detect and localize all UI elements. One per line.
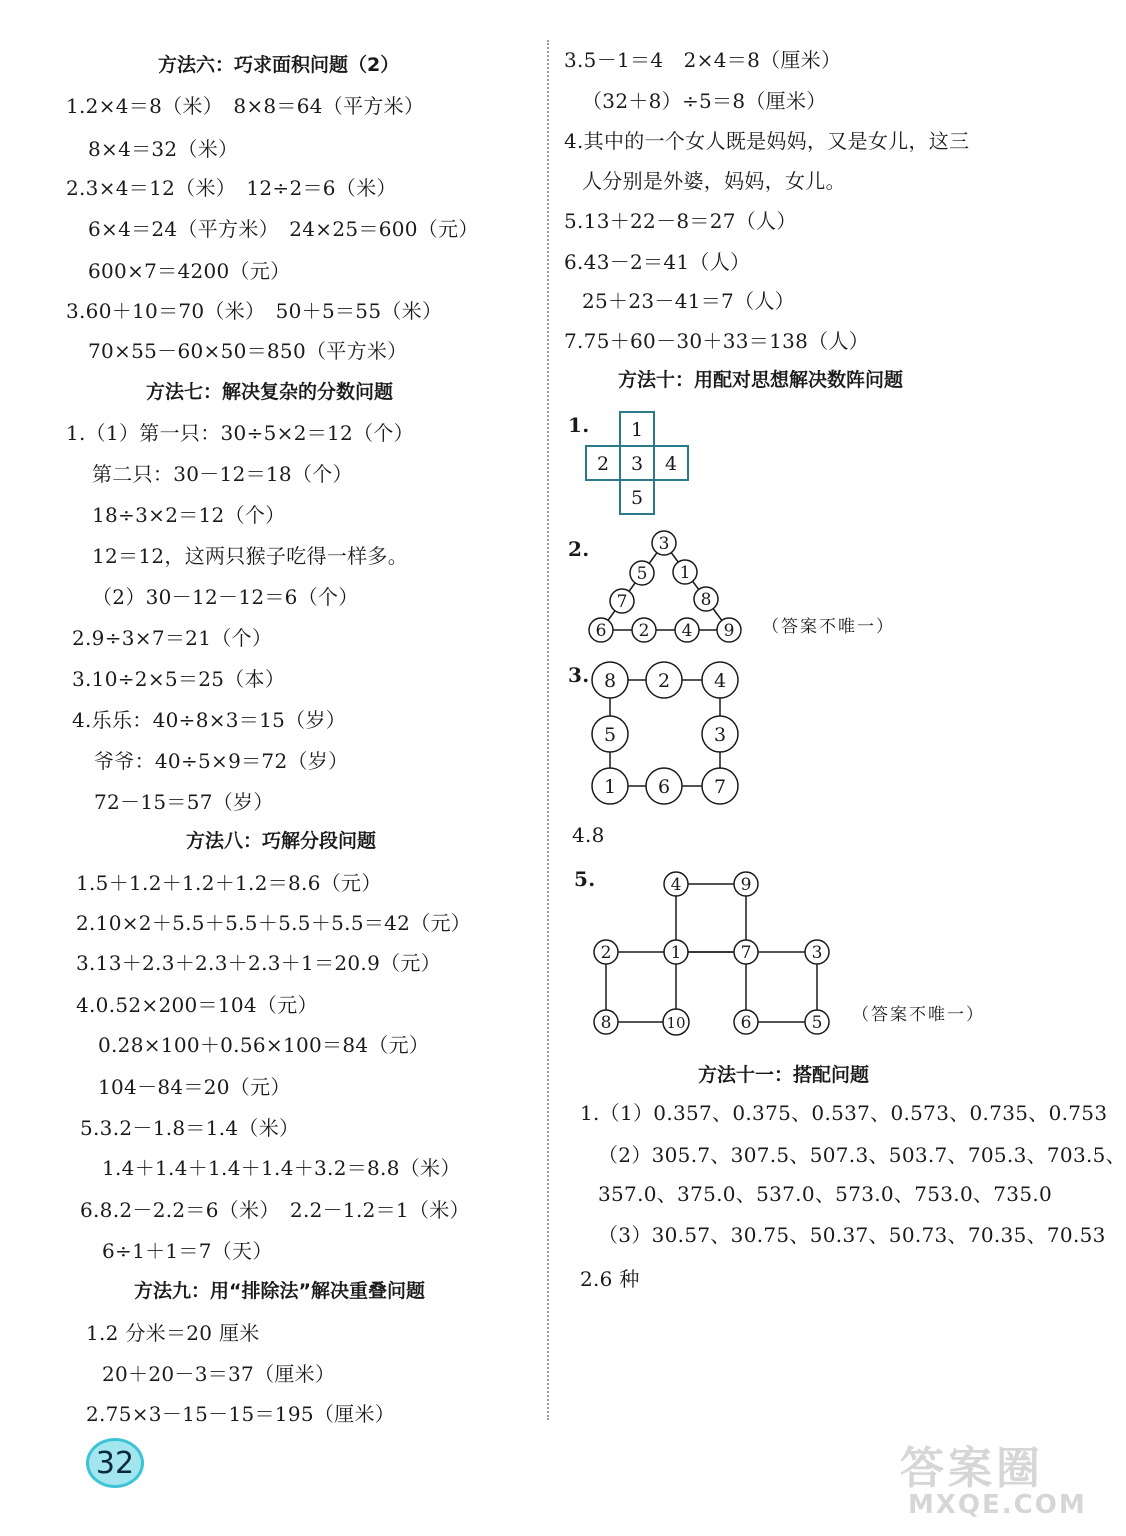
answer-line: 25＋23－41＝7（人） (582, 289, 795, 313)
answer-line: 70×55－60×50＝850（平方米） (88, 339, 408, 363)
answer-line: 3.60＋10＝70（米） 50＋5＝55（米） (66, 299, 443, 323)
answer-line: 357.0、375.0、537.0、573.0、753.0、735.0 (598, 1182, 1053, 1206)
answer-line: 6÷1＋1＝7（天） (102, 1239, 273, 1263)
triangle-node-value: 5 (636, 564, 648, 584)
watermark-url: MXQE.COM (908, 1490, 1087, 1520)
answer-line: 72－15＝57（岁） (94, 790, 274, 814)
column-divider (547, 40, 549, 1420)
squares-node-value: 1 (670, 943, 682, 963)
squares-number-figure (588, 866, 838, 1042)
section-8-title: 方法八：巧解分段问题 (186, 830, 377, 852)
answer-line: 爷爷：40÷5×9＝72（岁） (94, 749, 349, 773)
answer-line: 4.其中的一个女人既是妈妈，又是女儿，这三 (564, 129, 970, 153)
answer-line: 2.3×4＝12（米） 12÷2＝6（米） (66, 176, 397, 200)
question-3-label: 3. (568, 663, 590, 687)
squares-node-value: 9 (740, 875, 752, 895)
triangle-node-value: 6 (595, 621, 607, 641)
answer-line: 7.75＋60－30＋33＝138（人） (564, 329, 870, 353)
answer-line: 2.9÷3×7＝21（个） (72, 626, 273, 650)
square-node-value: 3 (713, 724, 727, 746)
answer-line: 12＝12，这两只猴子吃得一样多。 (92, 544, 408, 568)
triangle-number-figure (582, 526, 752, 648)
answer-line: 1.2 分米＝20 厘米 (86, 1321, 260, 1345)
square-node-value: 4 (713, 670, 727, 692)
answer-line: 6.8.2－2.2＝6（米） 2.2－1.2＝1（米） (80, 1198, 470, 1222)
square-node-value: 6 (657, 776, 671, 798)
answer-line: 6.43－2＝41（人） (564, 250, 751, 274)
square-node-value: 5 (603, 724, 617, 746)
triangle-node-value: 7 (616, 592, 628, 612)
triangle-node-value: 8 (700, 590, 712, 610)
triangle-edges (601, 543, 729, 630)
answer-not-unique-note: （答案不唯一） (762, 617, 895, 637)
section-9-title: 方法九：用“排除法”解决重叠问题 (134, 1280, 425, 1302)
triangle-node-value: 4 (681, 621, 693, 641)
triangle-node-value: 3 (658, 534, 670, 554)
answer-line: 1.2×4＝8（米） 8×8＝64（平方米） (66, 94, 425, 118)
answer-line: 104－84＝20（元） (98, 1075, 291, 1099)
cross-number-figure (582, 408, 692, 518)
answer-line: 3.10÷2×5＝25（本） (72, 667, 286, 691)
cross-cell-right: 4 (664, 453, 678, 475)
section-10-title: 方法十：用配对思想解决数阵问题 (618, 369, 904, 391)
square-node-value: 8 (603, 670, 617, 692)
section-11-title: 方法十一：搭配问题 (698, 1064, 870, 1086)
answer-line: （2）30－12－12＝6（个） (92, 585, 359, 609)
answer-line: 0.28×100＋0.56×100＝84（元） (98, 1033, 430, 1057)
watermark-text: 答案圈 (900, 1443, 1044, 1494)
question-2-label: 2. (568, 537, 590, 561)
squares-node-value: 3 (811, 943, 823, 963)
squares-node-value: 2 (600, 943, 612, 963)
square-node-value: 7 (713, 776, 727, 798)
answer-line: （2）305.7、307.5、507.3、503.7、705.3、703.5、 (598, 1143, 1126, 1167)
answer-line: 6×4＝24（平方米） 24×25＝600（元） (88, 217, 479, 241)
square-number-figure (588, 658, 744, 808)
square-node-value: 2 (657, 670, 671, 692)
page-number-badge: 32 (86, 1438, 144, 1488)
answer-line: 4.乐乐：40÷8×3＝15（岁） (72, 708, 347, 732)
cross-cell-top: 1 (630, 419, 644, 441)
answer-line: 第二只：30－12＝18（个） (92, 462, 353, 486)
answer-line: 5.13＋22－8＝27（人） (564, 209, 797, 233)
question-1-label: 1. (568, 413, 590, 437)
answer-line: 1.5＋1.2＋1.2＋1.2＝8.6（元） (76, 871, 382, 895)
answer-line: 4.8 (572, 823, 605, 847)
squares-node-value: 7 (740, 943, 752, 963)
answer-line: （32＋8）÷5＝8（厘米） (582, 89, 827, 113)
answer-not-unique-note: （答案不唯一） (852, 1005, 985, 1025)
watermark-logo (900, 1432, 1087, 1532)
answer-line: 600×7＝4200（元） (88, 259, 291, 283)
section-6-title: 方法六：巧求面积问题（2） (158, 54, 400, 76)
square-node-value: 1 (603, 776, 617, 798)
answer-line: 20＋20－3＝37（厘米） (102, 1362, 336, 1386)
answer-line: 3.5－1＝4 2×4＝8（厘米） (564, 48, 842, 72)
triangle-node-value: 2 (638, 621, 650, 641)
squares-node-value: 10 (666, 1014, 686, 1032)
cross-cell-left: 2 (596, 453, 610, 475)
answer-line: 2.6 种 (580, 1267, 640, 1291)
question-5-label: 5. (574, 867, 596, 891)
answer-line: （3）30.57、30.75、50.37、50.73、70.35、70.53 (598, 1223, 1106, 1247)
cross-cell-center: 3 (630, 453, 644, 475)
squares-edges (606, 884, 817, 1022)
triangle-node-value: 9 (723, 621, 735, 641)
squares-node-value: 4 (670, 875, 682, 895)
triangle-node-value: 1 (679, 563, 691, 583)
answer-line: 1.4＋1.4＋1.4＋1.4＋3.2＝8.8（米） (102, 1156, 461, 1180)
squares-node-value: 5 (811, 1013, 823, 1033)
answer-line: 1.（1）第一只：30÷5×2＝12（个） (66, 421, 414, 445)
answer-line: 18÷3×2＝12（个） (92, 503, 286, 527)
answer-line: 2.10×2＋5.5＋5.5＋5.5＋5.5＝42（元） (76, 911, 472, 935)
answer-line: 4.0.52×200＝104（元） (76, 993, 318, 1017)
answer-line: 5.3.2－1.8＝1.4（米） (80, 1116, 300, 1140)
cross-cell-bottom: 5 (630, 487, 644, 509)
answer-line: 3.13＋2.3＋2.3＋2.3＋1＝20.9（元） (76, 951, 442, 975)
answer-line: 2.75×3－15－15＝195（厘米） (86, 1402, 396, 1426)
squares-node-value: 6 (740, 1013, 752, 1033)
answer-line: 8×4＝32（米） (88, 137, 239, 161)
answer-line: 1.（1）0.357、0.375、0.537、0.573、0.735、0.753 (580, 1101, 1108, 1125)
squares-node-value: 8 (600, 1013, 612, 1033)
answer-line: 人分别是外婆，妈妈，女儿。 (582, 169, 846, 193)
section-7-title: 方法七：解决复杂的分数问题 (146, 381, 394, 403)
